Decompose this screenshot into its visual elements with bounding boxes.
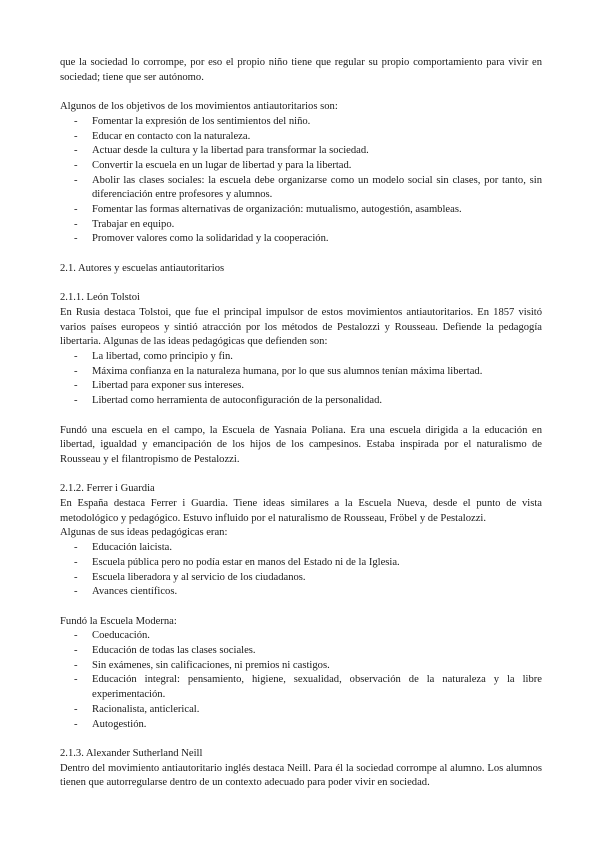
list-item: - Fomentar la expresión de los sentimientos del niño. <box>60 115 542 130</box>
ferrer-paragraph: En España destaca Ferrer i Guardia. Tiene ideas similares a la Escuela Nueva, desde el punto de vista metodológico y pedagógico. Estuvo influido por el naturalismo de Rousseau, Fröbel y de Pestalozzi. <box>60 498 542 524</box>
subsection-heading: 2.1.3. Alexander Sutherland Neill <box>60 747 203 759</box>
subsection-heading: 2.1.1. León Tolstoi <box>60 292 140 304</box>
subsection-heading: 2.1.2. Ferrer i Guardia <box>60 483 155 495</box>
neill-paragraph: Dentro del movimiento antiautoritario inglés destaca Neill. Para él la sociedad corrompe al alumno. Los alumnos tienen que autorregularse dentro de un contexto adecuado para poder vivir en sociedad. <box>60 762 542 789</box>
list-item: - Escuela liberadora y al servicio de los ciudadanos. <box>60 571 542 586</box>
list-item: - Educar en contacto con la naturaleza. <box>60 130 542 145</box>
list-item: - Máxima confianza en la naturaleza humana, por lo que sus alumnos tenían máxima libertad. <box>60 365 542 380</box>
list-item: - Educación integral: pensamiento, higiene, sexualidad, observación de la naturaleza y la libre experimentación. <box>60 673 542 702</box>
list-item: - Promover valores como la solidaridad y la cooperación. <box>60 232 542 247</box>
list-item: - Escuela pública pero no podía estar en manos del Estado ni de la Iglesia. <box>60 556 542 571</box>
list-item: - Abolir las clases sociales: la escuela debe organizarse como un modelo social sin clases, por tanto, sin diferenciación entre profesores y alumnos. <box>60 174 542 203</box>
list-item: - Educación laicista. <box>60 541 542 556</box>
list-item: - Actuar desde la cultura y la libertad para transformar la sociedad. <box>60 144 542 159</box>
list-item: - Sin exámenes, sin calificaciones, ni premios ni castigos. <box>60 659 542 674</box>
objectives-list <box>60 115 542 247</box>
ferrer-ideas-list <box>60 541 542 600</box>
ferrer-moderna-lead: Fundó la Escuela Moderna: <box>60 615 177 627</box>
list-item: - Coeducación. <box>60 629 542 644</box>
objectives-lead: Algunos de los objetivos de los movimientos antiautoritarios son: <box>60 101 338 113</box>
list-item: - Libertad para exponer sus intereses. <box>60 379 542 394</box>
list-item: - Fomentar las formas alternativas de organización: mutualismo, autogestión, asambleas. <box>60 203 542 218</box>
list-item: - Convertir la escuela en un lugar de libertad y para la libertad. <box>60 159 542 174</box>
list-item: - Educación de todas las clases sociales. <box>60 644 542 659</box>
tolstoi-ideas-list <box>60 350 542 409</box>
document-page <box>60 56 542 791</box>
ferrer-ideas-lead: Algunas de sus ideas pedagógicas eran: <box>60 527 228 539</box>
list-item: - Libertad como herramienta de autoconfiguración de la personalidad. <box>60 394 542 409</box>
list-item: - La libertad, como principio y fin. <box>60 350 542 365</box>
list-item: - Autogestión. <box>60 718 542 733</box>
section-heading: 2.1. Autores y escuelas antiautoritarios <box>60 262 225 274</box>
list-item: - Avances científicos. <box>60 585 542 600</box>
list-item: - Racionalista, anticlerical. <box>60 703 542 718</box>
list-item: - Trabajar en equipo. <box>60 218 542 233</box>
tolstoi-school-paragraph: Fundó una escuela en el campo, la Escuela de Yasnaia Poliana. Era una escuela dirigida a la educación en libertad, igualdad y emancipación de los hijos de los campesinos. Estaba inspirada por el naturalismo de Rousseau y el filantropismo de Pestalozzi. <box>60 424 542 465</box>
intro-paragraph: que la sociedad lo corrompe, por eso el propio niño tiene que regular su propio comportamiento para vivir en sociedad; tiene que ser autónomo. <box>60 57 542 83</box>
tolstoi-paragraph: En Rusia destaca Tolstoi, que fue el principal impulsor de estos movimientos antiautoritarios. En 1857 visitó varios países europeos y sintió atracción por los métodos de Pestalozzi y Rousseau. Defiende la pedagogía libertaria. Algunas de las ideas pedagógicas que defienden son: <box>60 306 542 348</box>
escuela-moderna-list <box>60 629 542 732</box>
